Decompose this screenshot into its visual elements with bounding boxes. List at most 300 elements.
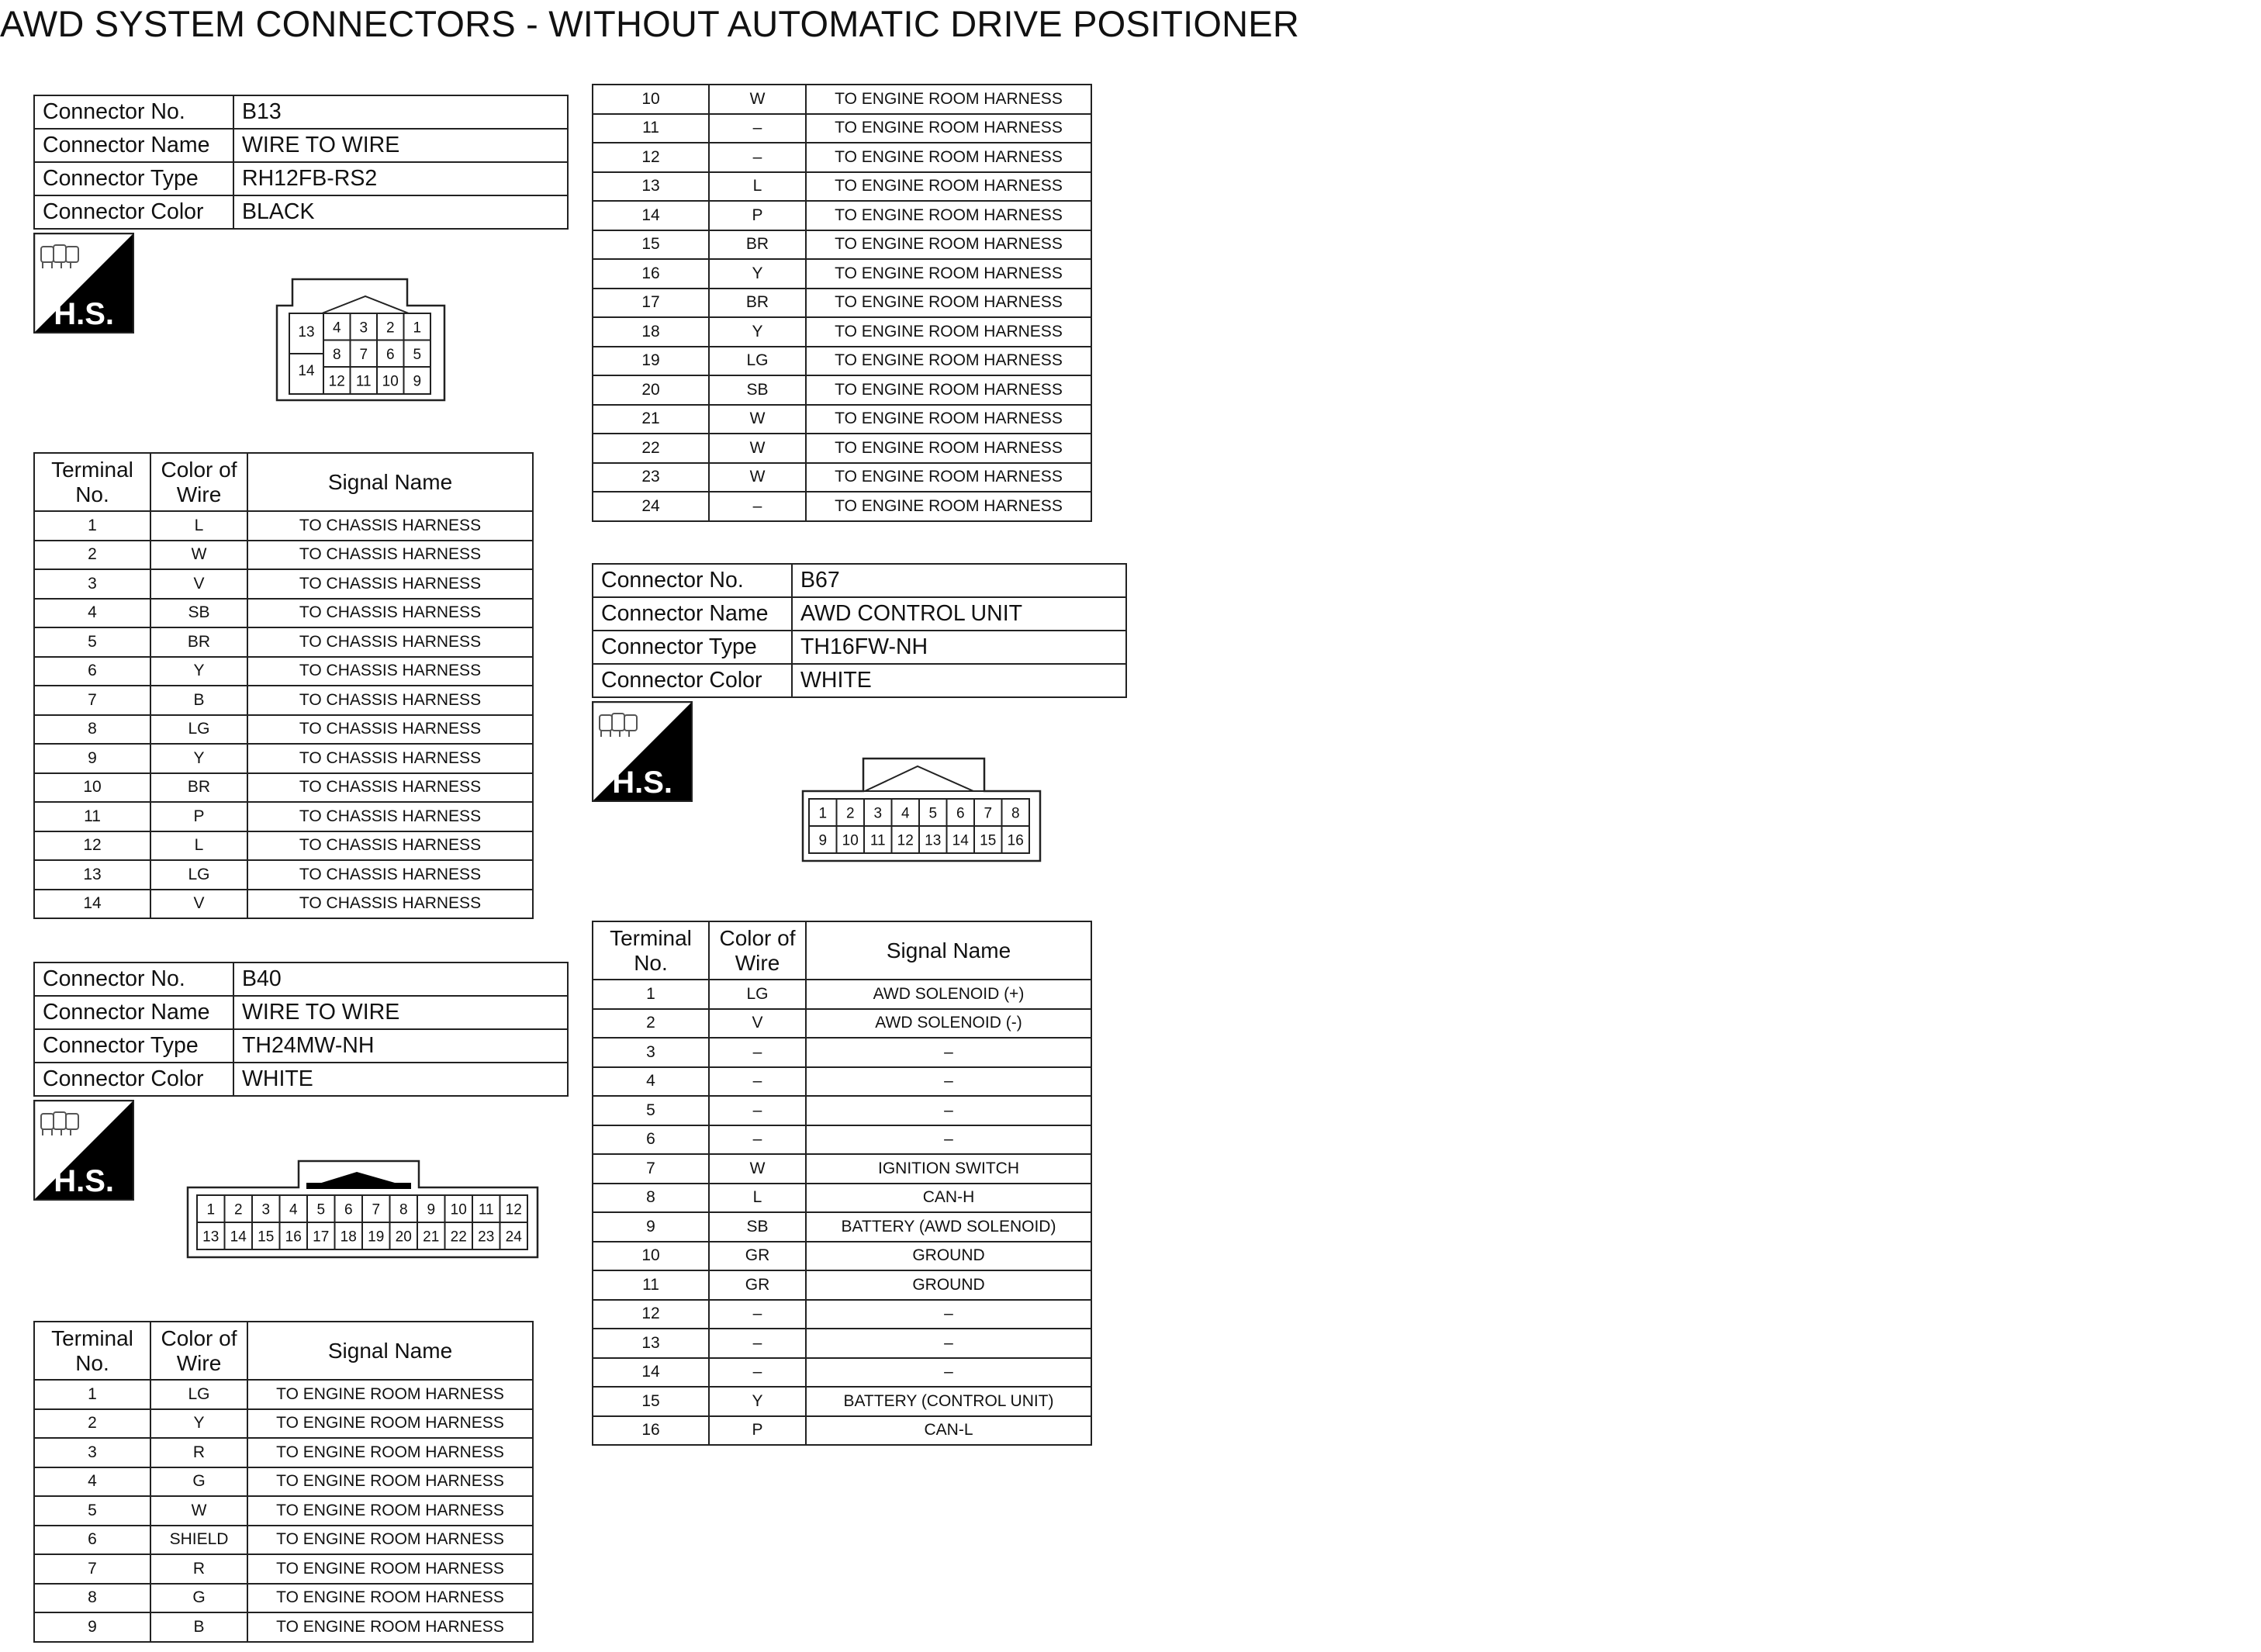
label-connector-name: Connector Name — [593, 597, 792, 631]
table-row — [34, 1380, 533, 1409]
table-row — [34, 657, 533, 686]
terminal-cell: 2 — [593, 1009, 709, 1039]
wire-color-cell: Y — [709, 317, 806, 347]
pin-number: 14 — [952, 832, 969, 849]
pin-number: 5 — [413, 346, 422, 363]
signal-name-cell: CAN-L — [806, 1416, 1091, 1446]
pin-number: 5 — [928, 805, 938, 822]
wire-color-cell: BR — [709, 289, 806, 318]
pin-number: 13 — [925, 832, 942, 849]
pin-number: 6 — [385, 346, 395, 363]
table-row — [593, 347, 1091, 376]
signal-name-cell: TO CHASSIS HARNESS — [247, 744, 533, 773]
signal-name-cell: TO ENGINE ROOM HARNESS — [806, 201, 1091, 230]
wire-color-cell: SB — [709, 375, 806, 405]
table-row — [593, 289, 1091, 318]
signal-name-cell: TO ENGINE ROOM HARNESS — [806, 492, 1091, 521]
table-row — [34, 1409, 533, 1439]
signal-name-cell: TO ENGINE ROOM HARNESS — [247, 1584, 533, 1613]
table-row — [34, 686, 533, 715]
wire-color-cell: W — [709, 405, 806, 434]
b40-connector-no: B40 — [233, 963, 568, 996]
signal-name-cell: – — [806, 1038, 1091, 1067]
terminal-cell: 12 — [34, 831, 150, 861]
terminal-cell: 12 — [593, 143, 709, 172]
terminal-cell: 1 — [34, 1380, 150, 1409]
signal-name-cell: TO CHASSIS HARNESS — [247, 569, 533, 599]
signal-name-cell: – — [806, 1096, 1091, 1125]
header-terminal-no: Terminal No. — [34, 453, 150, 511]
table-row — [34, 773, 533, 803]
b13-connector-no: B13 — [233, 95, 568, 129]
wire-color-cell: GR — [709, 1242, 806, 1271]
terminal-cell: 11 — [34, 802, 150, 831]
pin-number: 9 — [818, 832, 828, 849]
label-connector-name: Connector Name — [34, 996, 233, 1029]
terminal-cell: 3 — [34, 1438, 150, 1467]
signal-name-cell: – — [806, 1067, 1091, 1097]
pin-number: 15 — [258, 1229, 275, 1246]
table-row — [593, 1096, 1091, 1125]
b67-connector-no: B67 — [792, 564, 1126, 597]
terminal-cell: 14 — [34, 890, 150, 919]
terminal-cell: 15 — [593, 230, 709, 260]
header-color-of-wire: Color of Wire — [709, 921, 806, 980]
signal-name-cell: TO CHASSIS HARNESS — [247, 511, 533, 541]
terminal-cell: 7 — [34, 686, 150, 715]
wire-color-cell: V — [709, 1009, 806, 1039]
terminal-cell: 20 — [593, 375, 709, 405]
pin-number: 22 — [450, 1229, 467, 1246]
wire-color-cell: B — [150, 686, 247, 715]
table-row — [593, 1387, 1091, 1416]
table-row — [593, 1009, 1091, 1039]
header-signal-name: Signal Name — [247, 453, 533, 511]
table-row — [593, 1125, 1091, 1155]
terminal-cell: 19 — [593, 347, 709, 376]
terminal-cell: 6 — [34, 657, 150, 686]
label-connector-type: Connector Type — [593, 631, 792, 664]
signal-name-cell: TO CHASSIS HARNESS — [247, 773, 533, 803]
signal-name-cell: AWD SOLENOID (+) — [806, 980, 1091, 1009]
wire-color-cell: W — [709, 434, 806, 463]
table-row — [593, 375, 1091, 405]
wire-color-cell: P — [709, 1416, 806, 1446]
table-row — [34, 1496, 533, 1526]
table-row — [593, 1270, 1091, 1300]
pin-number: 12 — [897, 832, 914, 849]
pin-number: 4 — [289, 1201, 298, 1218]
wire-color-cell: Y — [150, 744, 247, 773]
terminal-cell: 8 — [34, 1584, 150, 1613]
signal-name-cell: AWD SOLENOID (-) — [806, 1009, 1091, 1039]
terminal-cell: 14 — [593, 1358, 709, 1388]
terminal-cell: 2 — [34, 541, 150, 570]
b67-connector-name: AWD CONTROL UNIT — [792, 597, 1126, 631]
pin-number: 4 — [901, 805, 910, 822]
wire-color-cell: LG — [709, 980, 806, 1009]
wire-color-cell: B — [150, 1612, 247, 1642]
table-row — [593, 1038, 1091, 1067]
terminal-cell: 22 — [593, 434, 709, 463]
header-terminal-no: Terminal No. — [593, 921, 709, 980]
terminal-cell: 13 — [593, 172, 709, 202]
table-row — [34, 860, 533, 890]
pin-number: 24 — [505, 1229, 522, 1246]
terminal-cell: 3 — [593, 1038, 709, 1067]
table-row — [593, 492, 1091, 521]
wire-color-cell: Y — [709, 259, 806, 289]
wire-color-cell: – — [709, 114, 806, 143]
table-row — [34, 1526, 533, 1555]
wire-color-cell: P — [150, 802, 247, 831]
pin-table-b40-part2 — [592, 84, 1092, 522]
terminal-cell: 7 — [34, 1554, 150, 1584]
signal-name-cell: GROUND — [806, 1242, 1091, 1271]
pin-number: 6 — [956, 805, 965, 822]
terminal-cell: 9 — [34, 744, 150, 773]
wire-color-cell: R — [150, 1438, 247, 1467]
table-row — [593, 980, 1091, 1009]
terminal-cell: 13 — [34, 860, 150, 890]
terminal-cell: 17 — [593, 289, 709, 318]
table-row — [593, 434, 1091, 463]
terminal-cell: 7 — [593, 1154, 709, 1184]
header-signal-name: Signal Name — [806, 921, 1091, 980]
terminal-cell: 16 — [593, 1416, 709, 1446]
connector-face-b13 — [275, 278, 446, 410]
wire-color-cell: L — [709, 1184, 806, 1213]
pin-number: 13 — [202, 1229, 220, 1246]
table-row — [34, 715, 533, 745]
terminal-cell: 24 — [593, 492, 709, 521]
terminal-cell: 4 — [593, 1067, 709, 1097]
header-color-of-wire: Color of Wire — [150, 1322, 247, 1380]
table-row — [34, 1612, 533, 1642]
signal-name-cell: TO CHASSIS HARNESS — [247, 715, 533, 745]
terminal-cell: 10 — [34, 773, 150, 803]
pin-number: 10 — [842, 832, 859, 849]
pin-number: 20 — [395, 1229, 412, 1246]
table-row — [593, 317, 1091, 347]
wire-color-cell: W — [709, 463, 806, 492]
pin-table-b40-part1 — [33, 1321, 534, 1643]
wire-color-cell: – — [709, 492, 806, 521]
pin-number: 10 — [382, 373, 399, 390]
table-row — [593, 1416, 1091, 1446]
header-signal-name: Signal Name — [247, 1322, 533, 1380]
terminal-cell: 10 — [593, 1242, 709, 1271]
terminal-cell: 6 — [593, 1125, 709, 1155]
wire-color-cell: W — [709, 1154, 806, 1184]
signal-name-cell: TO CHASSIS HARNESS — [247, 627, 533, 657]
page-title: AWD SYSTEM CONNECTORS - WITHOUT AUTOMATIC DRIVE POSITIONER — [0, 3, 1299, 44]
signal-name-cell: TO CHASSIS HARNESS — [247, 890, 533, 919]
pin-number: 10 — [450, 1201, 467, 1218]
wire-color-cell: P — [709, 201, 806, 230]
b40-connector-type: TH24MW-NH — [233, 1029, 568, 1063]
wire-color-cell: LG — [709, 347, 806, 376]
signal-name-cell: – — [806, 1329, 1091, 1358]
pin-table-b67 — [592, 921, 1092, 1446]
pin-number: 2 — [233, 1201, 243, 1218]
label-connector-no: Connector No. — [34, 963, 233, 996]
table-row — [593, 1329, 1091, 1358]
terminal-cell: 2 — [34, 1409, 150, 1439]
signal-name-cell: TO ENGINE ROOM HARNESS — [247, 1496, 533, 1526]
terminal-cell: 12 — [593, 1300, 709, 1329]
pin-number: 6 — [344, 1201, 353, 1218]
signal-name-cell: TO ENGINE ROOM HARNESS — [247, 1380, 533, 1409]
signal-name-cell: TO ENGINE ROOM HARNESS — [806, 85, 1091, 114]
pin-number: 1 — [206, 1201, 216, 1218]
table-row — [593, 1300, 1091, 1329]
signal-name-cell: TO ENGINE ROOM HARNESS — [247, 1467, 533, 1497]
wire-color-cell: LG — [150, 1380, 247, 1409]
pin-number: 12 — [505, 1201, 522, 1218]
signal-name-cell: BATTERY (AWD SOLENOID) — [806, 1212, 1091, 1242]
table-row — [593, 259, 1091, 289]
pin-number: 16 — [1007, 832, 1024, 849]
table-row — [34, 831, 533, 861]
pin-number: 21 — [423, 1229, 440, 1246]
terminal-cell: 21 — [593, 405, 709, 434]
table-row — [34, 1584, 533, 1613]
wire-color-cell: W — [150, 541, 247, 570]
wire-color-cell: V — [150, 569, 247, 599]
label-connector-no: Connector No. — [593, 564, 792, 597]
table-row — [593, 1184, 1091, 1213]
wire-color-cell: R — [150, 1554, 247, 1584]
pin-number: 23 — [478, 1229, 495, 1246]
connector-info-b40 — [33, 962, 569, 1097]
table-row — [34, 1554, 533, 1584]
wire-color-cell: G — [150, 1584, 247, 1613]
b13-connector-color: BLACK — [233, 195, 568, 229]
label-connector-type: Connector Type — [34, 162, 233, 195]
hs-label: H.S. — [54, 1164, 114, 1198]
label-connector-name: Connector Name — [34, 129, 233, 162]
signal-name-cell: TO ENGINE ROOM HARNESS — [806, 463, 1091, 492]
pin-number: 2 — [385, 320, 395, 337]
signal-name-cell: IGNITION SWITCH — [806, 1154, 1091, 1184]
wire-color-cell: – — [709, 1300, 806, 1329]
terminal-cell: 8 — [34, 715, 150, 745]
signal-name-cell: TO ENGINE ROOM HARNESS — [247, 1438, 533, 1467]
header-terminal-no: Terminal No. — [34, 1322, 150, 1380]
pin-number: 15 — [980, 832, 997, 849]
table-row — [34, 744, 533, 773]
table-row — [593, 201, 1091, 230]
table-row — [593, 1212, 1091, 1242]
table-row — [593, 1242, 1091, 1271]
signal-name-cell: TO CHASSIS HARNESS — [247, 860, 533, 890]
pin-number: 7 — [984, 805, 993, 822]
signal-name-cell: TO ENGINE ROOM HARNESS — [806, 434, 1091, 463]
wire-color-cell: – — [709, 1329, 806, 1358]
table-row — [593, 143, 1091, 172]
pin-number: 9 — [427, 1201, 436, 1218]
table-row — [593, 463, 1091, 492]
wire-color-cell: – — [709, 1096, 806, 1125]
wire-color-cell: L — [150, 831, 247, 861]
pin-number: 2 — [845, 805, 855, 822]
signal-name-cell: GROUND — [806, 1270, 1091, 1300]
pin-number: 5 — [316, 1201, 326, 1218]
signal-name-cell: TO CHASSIS HARNESS — [247, 802, 533, 831]
signal-name-cell: TO CHASSIS HARNESS — [247, 686, 533, 715]
signal-name-cell: TO ENGINE ROOM HARNESS — [806, 289, 1091, 318]
signal-name-cell: – — [806, 1358, 1091, 1388]
table-row — [34, 511, 533, 541]
pin-number: 11 — [355, 373, 372, 390]
signal-name-cell: TO CHASSIS HARNESS — [247, 599, 533, 628]
terminal-cell: 3 — [34, 569, 150, 599]
wire-color-cell: W — [709, 85, 806, 114]
wire-color-cell: Y — [709, 1387, 806, 1416]
table-row — [34, 890, 533, 919]
wire-color-cell: GR — [709, 1270, 806, 1300]
wire-color-cell: W — [150, 1496, 247, 1526]
table-row — [593, 172, 1091, 202]
b13-connector-name: WIRE TO WIRE — [233, 129, 568, 162]
signal-name-cell: – — [806, 1300, 1091, 1329]
signal-name-cell: TO ENGINE ROOM HARNESS — [247, 1409, 533, 1439]
wire-color-cell: BR — [150, 627, 247, 657]
wire-color-cell: L — [709, 172, 806, 202]
terminal-cell: 11 — [593, 114, 709, 143]
pin-number: 3 — [359, 320, 368, 337]
pin-number: 18 — [340, 1229, 357, 1246]
table-row — [34, 541, 533, 570]
wire-color-cell: – — [709, 143, 806, 172]
terminal-cell: 5 — [34, 1496, 150, 1526]
wire-color-cell: – — [709, 1125, 806, 1155]
table-row — [593, 85, 1091, 114]
terminal-cell: 8 — [593, 1184, 709, 1213]
pin-number: 12 — [328, 373, 345, 390]
label-connector-color: Connector Color — [34, 1063, 233, 1096]
table-row — [593, 1067, 1091, 1097]
pin-number: 8 — [399, 1201, 408, 1218]
hs-badge-b13 — [33, 233, 134, 334]
signal-name-cell: TO ENGINE ROOM HARNESS — [247, 1612, 533, 1642]
terminal-cell: 6 — [34, 1526, 150, 1555]
terminal-cell: 4 — [34, 599, 150, 628]
wire-color-cell: BR — [150, 773, 247, 803]
b67-connector-type: TH16FW-NH — [792, 631, 1126, 664]
signal-name-cell: TO ENGINE ROOM HARNESS — [247, 1554, 533, 1584]
pin-number: 1 — [413, 320, 422, 337]
label-connector-color: Connector Color — [593, 664, 792, 697]
pin-number: 8 — [332, 346, 341, 363]
signal-name-cell: CAN-H — [806, 1184, 1091, 1213]
signal-name-cell: TO ENGINE ROOM HARNESS — [247, 1526, 533, 1555]
terminal-cell: 9 — [34, 1612, 150, 1642]
pin-number: 14 — [230, 1229, 247, 1246]
pin-number: 19 — [368, 1229, 385, 1246]
wire-color-cell: Y — [150, 1409, 247, 1439]
terminal-cell: 1 — [593, 980, 709, 1009]
wire-color-cell: Y — [150, 657, 247, 686]
connector-face-b67 — [801, 757, 1043, 868]
wire-color-cell: LG — [150, 860, 247, 890]
pin-number: 17 — [313, 1229, 330, 1246]
wire-color-cell: SB — [709, 1212, 806, 1242]
table-row — [593, 114, 1091, 143]
signal-name-cell: TO CHASSIS HARNESS — [247, 831, 533, 861]
signal-name-cell: TO CHASSIS HARNESS — [247, 657, 533, 686]
signal-name-cell: BATTERY (CONTROL UNIT) — [806, 1387, 1091, 1416]
label-connector-color: Connector Color — [34, 195, 233, 229]
table-row — [593, 1154, 1091, 1184]
signal-name-cell: TO ENGINE ROOM HARNESS — [806, 347, 1091, 376]
pin-table-b13 — [33, 452, 534, 919]
connector-face-b40 — [186, 1160, 539, 1264]
connector-info-b13 — [33, 95, 569, 230]
wire-color-cell: LG — [150, 715, 247, 745]
signal-name-cell: TO ENGINE ROOM HARNESS — [806, 143, 1091, 172]
table-row — [593, 405, 1091, 434]
terminal-cell: 4 — [34, 1467, 150, 1497]
table-row — [34, 627, 533, 657]
connector-info-b67 — [592, 563, 1127, 698]
terminal-cell: 16 — [593, 259, 709, 289]
hs-label: H.S. — [54, 297, 114, 331]
terminal-cell: 5 — [34, 627, 150, 657]
terminal-cell: 11 — [593, 1270, 709, 1300]
table-row — [593, 230, 1091, 260]
signal-name-cell: TO ENGINE ROOM HARNESS — [806, 375, 1091, 405]
hs-badge-b40 — [33, 1100, 134, 1201]
pin-number: 4 — [332, 320, 341, 337]
pin-number: 8 — [1011, 805, 1020, 822]
header-color-of-wire: Color of Wire — [150, 453, 247, 511]
signal-name-cell: – — [806, 1125, 1091, 1155]
label-connector-type: Connector Type — [34, 1029, 233, 1063]
wire-color-cell: BR — [709, 230, 806, 260]
wire-color-cell: SB — [150, 599, 247, 628]
pin-number: 3 — [261, 1201, 271, 1218]
terminal-cell: 18 — [593, 317, 709, 347]
signal-name-cell: TO ENGINE ROOM HARNESS — [806, 405, 1091, 434]
terminal-cell: 15 — [593, 1387, 709, 1416]
signal-name-cell: TO ENGINE ROOM HARNESS — [806, 259, 1091, 289]
b40-connector-name: WIRE TO WIRE — [233, 996, 568, 1029]
table-row — [34, 802, 533, 831]
terminal-cell: 13 — [593, 1329, 709, 1358]
terminal-cell: 14 — [593, 201, 709, 230]
pin-number: 16 — [285, 1229, 302, 1246]
pin-number: 13 — [298, 324, 315, 340]
table-row — [34, 1467, 533, 1497]
wire-color-cell: G — [150, 1467, 247, 1497]
terminal-cell: 5 — [593, 1096, 709, 1125]
pin-number: 3 — [873, 805, 883, 822]
terminal-cell: 23 — [593, 463, 709, 492]
terminal-cell: 9 — [593, 1212, 709, 1242]
wire-color-cell: – — [709, 1358, 806, 1388]
terminal-cell: 10 — [593, 85, 709, 114]
wire-color-cell: V — [150, 890, 247, 919]
label-connector-no: Connector No. — [34, 95, 233, 129]
pin-number: 7 — [359, 346, 368, 363]
b40-connector-color: WHITE — [233, 1063, 568, 1096]
signal-name-cell: TO ENGINE ROOM HARNESS — [806, 317, 1091, 347]
pin-number: 11 — [478, 1201, 494, 1218]
pin-number: 14 — [298, 363, 315, 379]
pin-number: 9 — [413, 373, 422, 390]
